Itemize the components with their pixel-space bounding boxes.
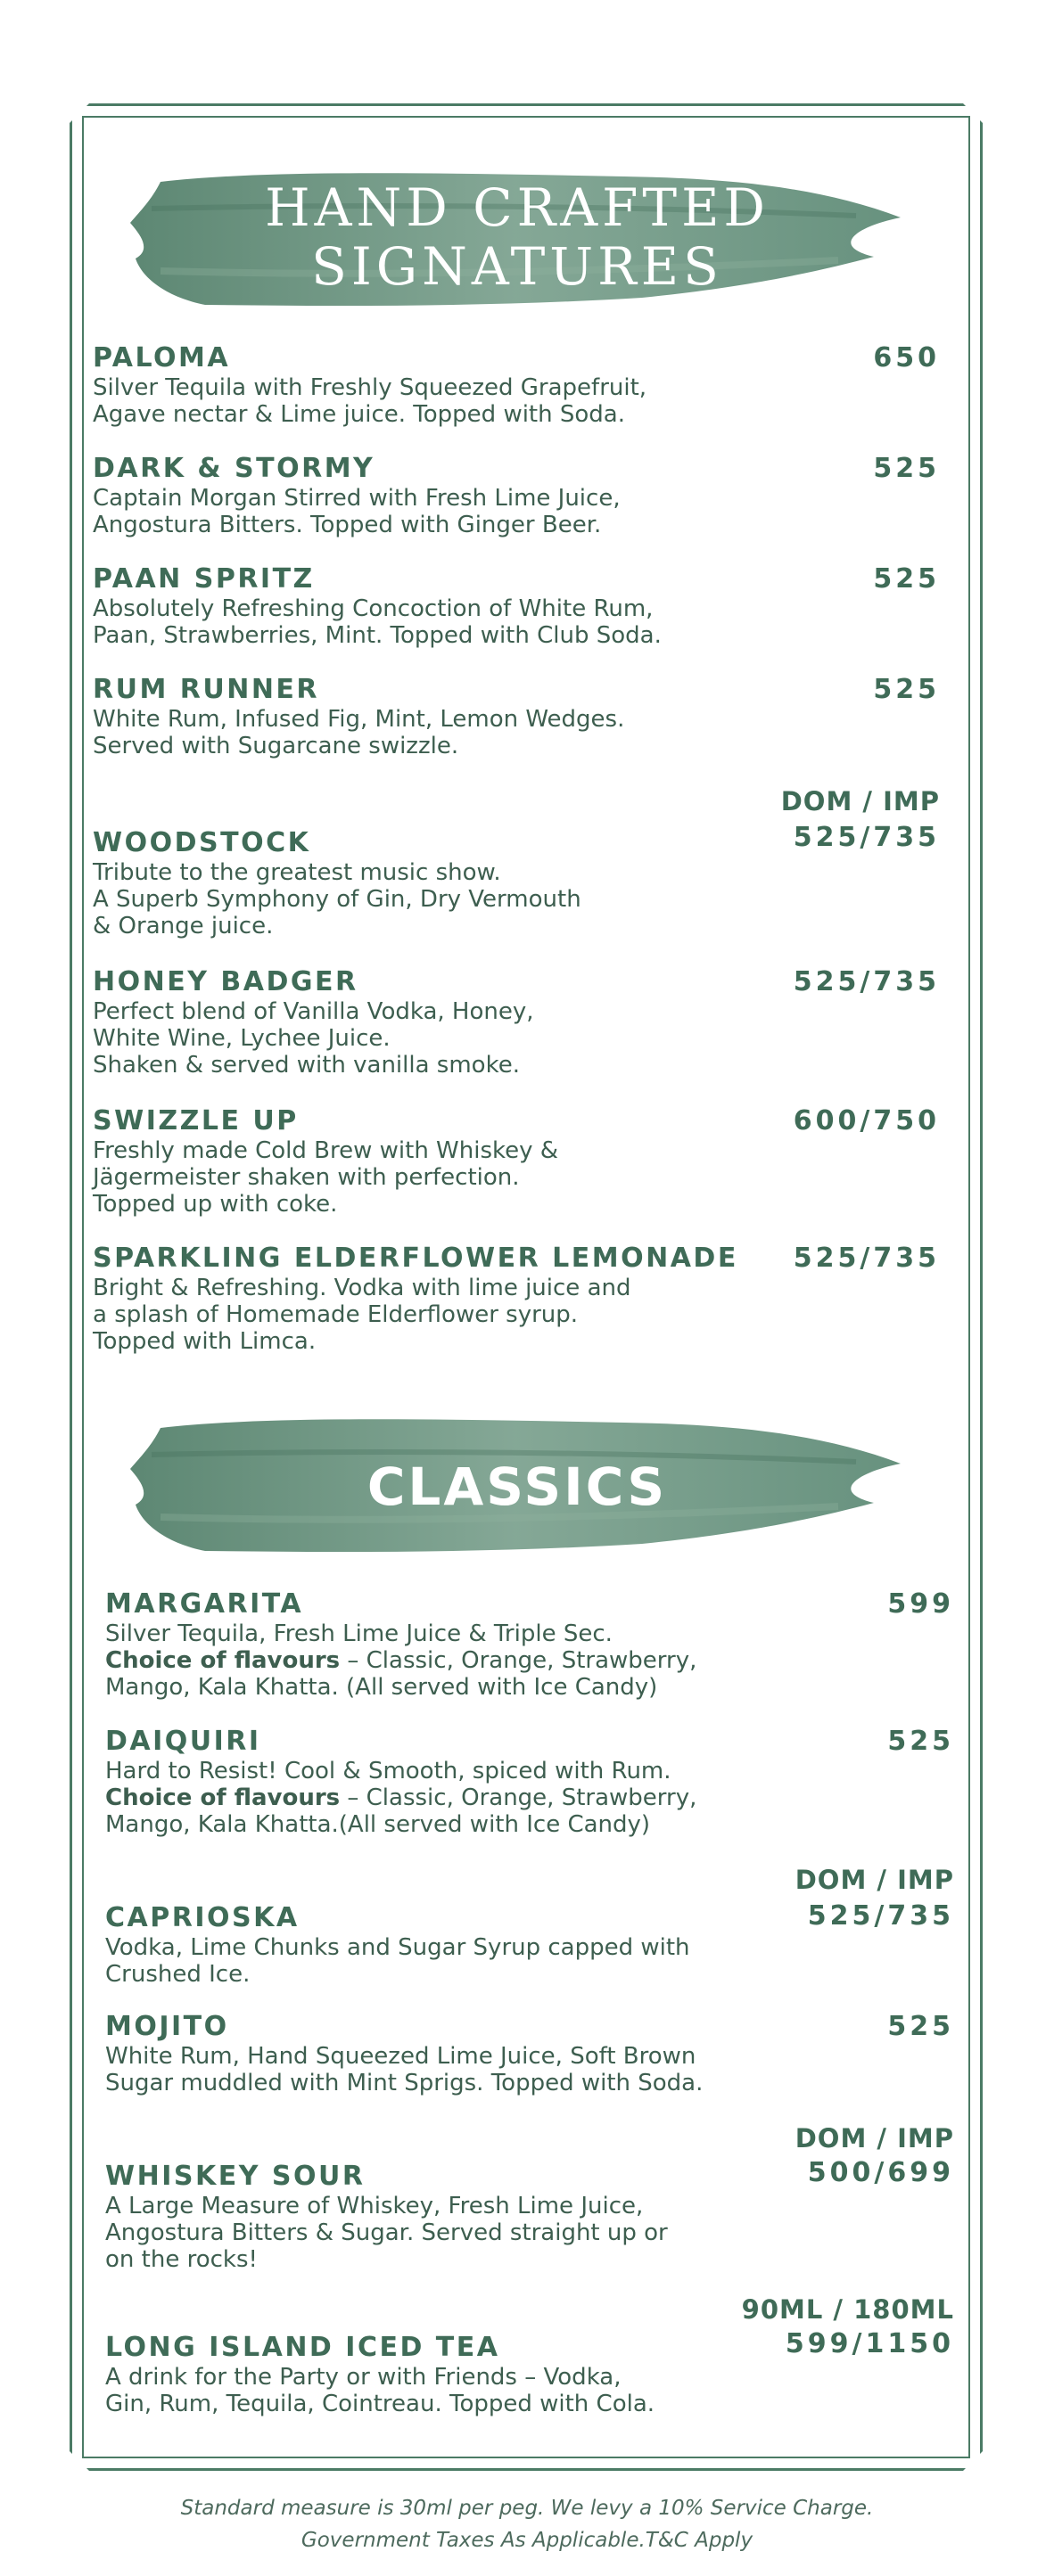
menu-item	[105, 1726, 696, 1838]
item-description: A Large Measure of Whiskey, Fresh Lime Juice, Angostura Bitters & Sugar. Served straight up or on the rocks!	[105, 2193, 668, 2273]
item-price: 525/735	[807, 1900, 954, 1932]
menu-item	[93, 674, 624, 759]
menu-item	[93, 453, 621, 538]
item-price: 599	[887, 1588, 954, 1620]
menu-item	[93, 563, 662, 649]
item-name: PALOMA	[93, 342, 231, 373]
menu-item	[105, 1902, 690, 1988]
menu-item	[93, 966, 534, 1079]
desc-text: Silver Tequila, Fresh Lime Juice & Triple Sec.	[105, 1620, 613, 1647]
signatures-banner	[125, 164, 910, 307]
item-description: Absolutely Refreshing Concoction of White Rum, Paan, Strawberries, Mint. Topped with Club Soda.	[93, 595, 662, 649]
item-description: Tribute to the greatest music show. A Superb Symphony of Gin, Dry Vermouth & Orange juice.	[93, 859, 581, 939]
menu-item	[105, 2161, 668, 2273]
signatures-title-line1: HAND CRAFTED	[265, 177, 770, 238]
item-name: HONEY BADGER	[93, 966, 358, 997]
footer-line1: Standard measure is 30ml per peg. We levy a 10% Service Charge.	[180, 2497, 874, 2520]
price-header: DOM / IMP	[795, 2123, 954, 2154]
item-name: RUM RUNNER	[93, 674, 320, 705]
menu-item	[93, 827, 581, 939]
menu-item	[93, 1243, 738, 1355]
item-name: DAIQUIRI	[105, 1726, 261, 1757]
classics-title: CLASSICS	[366, 1456, 668, 1517]
menu-item	[105, 2332, 655, 2417]
desc-bold: Choice of flavours	[105, 1784, 341, 1811]
item-name: MOJITO	[105, 2011, 229, 2042]
item-description	[105, 1758, 696, 1838]
item-description: Perfect blend of Vanilla Vodka, Honey, White Wine, Lychee Juice. Shaken & served with vanilla smoke.	[93, 998, 534, 1079]
item-name: SPARKLING ELDERFLOWER LEMONADE	[93, 1243, 738, 1274]
item-name: WHISKEY SOUR	[105, 2161, 366, 2192]
desc-bold: Choice of flavours	[105, 1647, 341, 1674]
item-description: White Rum, Infused Fig, Mint, Lemon Wedges. Served with Sugarcane swizzle.	[93, 706, 625, 759]
item-name: CAPRIOSKA	[105, 1902, 300, 1933]
item-description	[105, 1620, 696, 1701]
item-description: Bright & Refreshing. Vodka with lime juice and a splash of Homemade Elderflower syrup. Topped with Limca.	[93, 1275, 631, 1355]
item-description: Freshly made Cold Brew with Whiskey & Jägermeister shaken with perfection. Topped up with coke.	[93, 1137, 559, 1218]
item-name: DARK & STORMY	[93, 453, 375, 484]
footer-line2: Government Taxes As Applicable.T&C Apply	[301, 2529, 753, 2552]
item-price: 525/735	[793, 966, 940, 997]
item-name: LONG ISLAND ICED TEA	[105, 2332, 500, 2363]
item-description: Vodka, Lime Chunks and Sugar Syrup capped with Crushed Ice.	[105, 1934, 690, 1988]
desc-text: Hard to Resist! Cool & Smooth, spiced with Rum.	[105, 1758, 671, 1784]
item-name: MARGARITA	[105, 1588, 304, 1620]
item-price: 525	[887, 1726, 954, 1757]
item-name: PAAN SPRITZ	[93, 563, 315, 595]
price-header: DOM / IMP	[780, 786, 940, 816]
item-description: White Rum, Hand Squeezed Lime Juice, Soft Brown Sugar muddled with Mint Sprigs. Topped with Soda.	[105, 2043, 704, 2096]
classics-banner	[125, 1410, 910, 1553]
desc-text: – Classic, Orange, Strawberry, Mango, Kala Khatta. (All served with Ice Candy)	[105, 1647, 697, 1701]
price-header: DOM / IMP	[795, 1865, 954, 1895]
menu-item	[93, 342, 646, 428]
item-price: 500/699	[807, 2157, 954, 2188]
item-description: A drink for the Party or with Friends – Vodka, Gin, Rum, Tequila, Cointreau. Topped with Cola.	[105, 2364, 655, 2417]
item-description: Captain Morgan Stirred with Fresh Lime Juice, Angostura Bitters. Topped with Ginger Beer.	[93, 485, 621, 538]
item-name: WOODSTOCK	[93, 827, 311, 858]
menu-item	[105, 1588, 696, 1701]
item-name: SWIZZLE UP	[93, 1105, 299, 1136]
item-price: 650	[873, 342, 940, 373]
item-price: 525	[873, 453, 940, 484]
item-price: 599/1150	[785, 2328, 954, 2359]
footer-note	[0, 2492, 1054, 2556]
menu-item	[93, 1105, 558, 1218]
item-price: 525	[873, 674, 940, 705]
signatures-title	[125, 178, 910, 296]
item-price: 525	[873, 563, 940, 595]
signatures-title-line2: SIGNATURES	[311, 236, 723, 297]
menu-item	[105, 2011, 703, 2096]
item-price: 525/735	[793, 822, 940, 853]
price-header: 90ML / 180ML	[741, 2294, 954, 2325]
item-price: 525	[887, 2011, 954, 2042]
desc-text: – Classic, Orange, Strawberry, Mango, Kala Khatta.(All served with Ice Candy)	[105, 1784, 697, 1838]
item-price: 525/735	[793, 1243, 940, 1274]
item-description: Silver Tequila with Freshly Squeezed Grapefruit, Agave nectar & Lime juice. Topped with Soda.	[93, 374, 647, 428]
item-price: 600/750	[793, 1105, 940, 1136]
